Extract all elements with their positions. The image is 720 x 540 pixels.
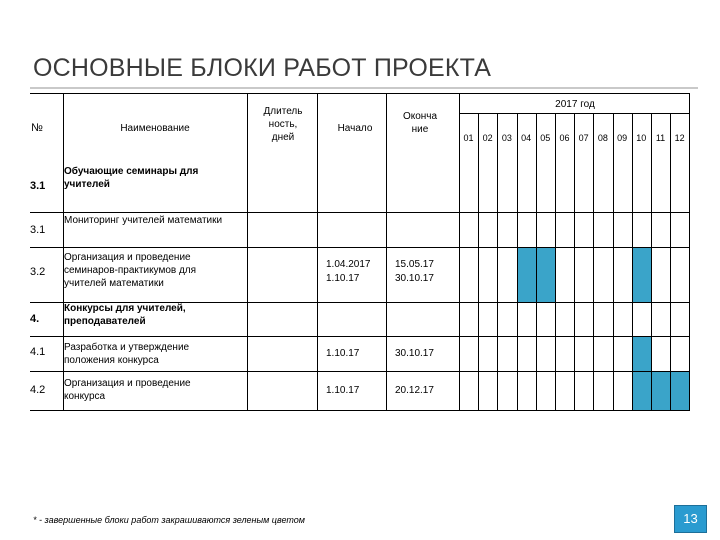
row-divider	[30, 247, 690, 248]
gantt-bar	[633, 337, 651, 371]
month-divider	[555, 113, 556, 410]
row-number: 3.1	[30, 180, 46, 192]
month-divider	[497, 113, 498, 410]
row-start-date: 1.10.17	[326, 385, 360, 396]
gantt-bar	[537, 248, 555, 302]
month-divider	[651, 113, 652, 410]
month-label: 09	[617, 133, 628, 143]
row-divider	[30, 336, 690, 337]
row-end-date: 30.10.17	[395, 348, 434, 359]
column-divider	[247, 93, 248, 410]
row-divider	[30, 371, 690, 372]
row-name: Конкурсы для учителей, преподавателей	[64, 303, 186, 327]
col-header-year: 2017 год	[555, 99, 595, 110]
gantt-bar	[671, 372, 689, 410]
row-number: 3.2	[30, 266, 46, 278]
gantt-bar	[633, 248, 651, 302]
month-label: 05	[540, 133, 551, 143]
col-header-name: Наименование	[120, 123, 190, 134]
row-name: Обучающие семинары для учителей	[64, 166, 199, 190]
col-header-start: Начало	[337, 123, 373, 134]
col-header-number: №	[31, 122, 43, 134]
row-divider	[30, 212, 690, 213]
col-header-duration: Длитель ность, дней	[263, 106, 303, 143]
month-label: 10	[636, 133, 647, 143]
footnote: * - завершенные блоки работ закрашиваются зеленым цветом	[33, 515, 305, 525]
gantt-bar	[652, 372, 670, 410]
month-label: 12	[674, 133, 685, 143]
row-name: Мониторинг учителей математики	[64, 215, 223, 226]
month-divider	[574, 113, 575, 410]
row-number: 4.2	[30, 384, 46, 396]
month-label: 04	[521, 133, 532, 143]
page-title: ОСНОВНЫЕ БЛОКИ РАБОТ ПРОЕКТА	[33, 54, 492, 82]
table-top-border	[30, 93, 690, 94]
month-label: 06	[559, 133, 570, 143]
month-label: 02	[482, 133, 493, 143]
row-start-date: 1.04.2017 1.10.17	[326, 259, 371, 284]
column-divider	[317, 93, 318, 410]
row-end-date: 15.05.17 30.10.17	[395, 259, 434, 284]
month-divider	[670, 113, 671, 410]
row-name: Разработка и утверждение положения конкурса	[64, 342, 190, 366]
row-number: 4.	[30, 313, 40, 325]
title-divider	[30, 87, 698, 89]
page-number: 13	[674, 505, 707, 533]
column-divider	[386, 93, 387, 410]
row-end-date: 20.12.17	[395, 385, 434, 396]
month-label: 08	[597, 133, 608, 143]
month-label: 11	[655, 133, 666, 143]
table-bottom-border	[30, 410, 690, 411]
row-number: 4.1	[30, 346, 46, 358]
month-divider	[613, 113, 614, 410]
row-number: 3.1	[30, 224, 46, 236]
col-header-end: Оконча ние	[402, 111, 438, 135]
month-label: 07	[578, 133, 589, 143]
row-start-date: 1.10.17	[326, 348, 360, 359]
month-divider	[478, 113, 479, 410]
gantt-bar	[633, 372, 651, 410]
row-name: Организация и проведение конкурса	[64, 378, 191, 402]
month-divider	[593, 113, 594, 410]
month-label: 03	[501, 133, 512, 143]
gantt-bar	[518, 248, 536, 302]
row-name: Организация и проведение семинаров-практикумов для учителей математики	[64, 252, 197, 289]
month-label: 01	[463, 133, 474, 143]
